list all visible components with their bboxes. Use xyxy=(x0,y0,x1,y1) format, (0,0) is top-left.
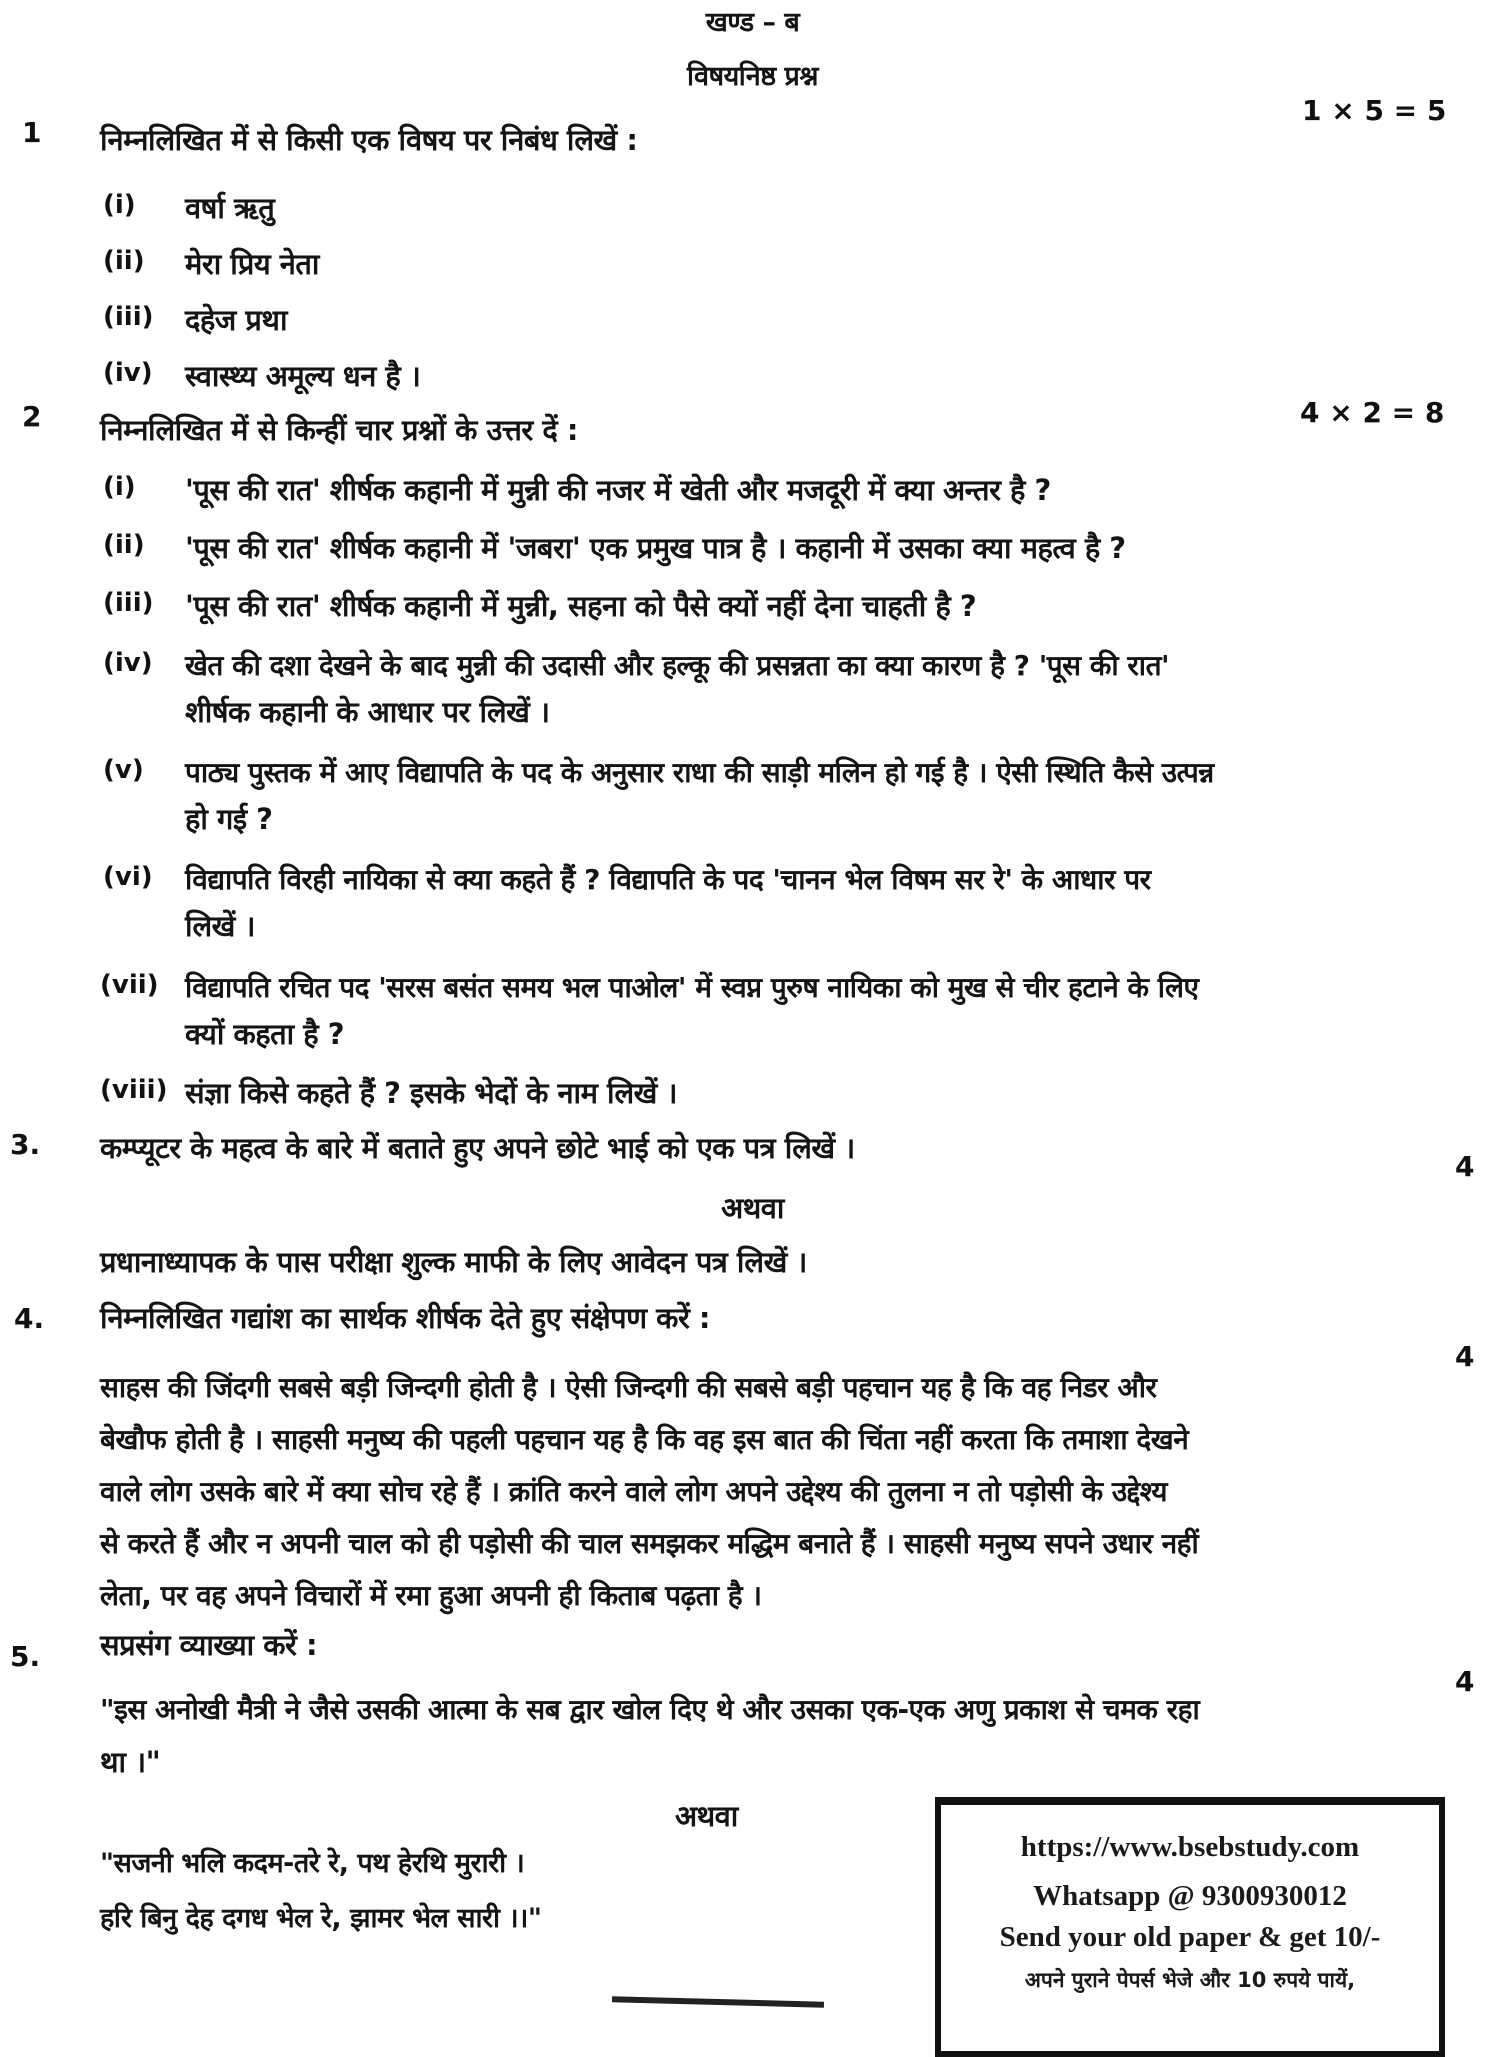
end-rule xyxy=(612,1996,824,2008)
option-text: 'पूस की रात' शीर्षक कहानी में 'जबरा' एक प्रमुख पात्र है । कहानी में उसका क्या महत्व है ? xyxy=(185,531,1126,565)
option-label: (iii) xyxy=(103,302,154,332)
marks-label: 4 xyxy=(1455,1665,1475,1698)
section-subtitle: विषयनिष्ठ प्रश्न xyxy=(686,61,818,92)
option-text: 'पूस की रात' शीर्षक कहानी में मुन्नी की नजर में खेती और मजदूरी में क्या अन्तर है ? xyxy=(185,473,1051,507)
option-text-line2: लिखें । xyxy=(185,909,255,943)
question-prompt: सप्रसंग व्याख्या करें : xyxy=(100,1628,318,1662)
option-label: (iii) xyxy=(103,588,154,618)
section-heading: खण्ड – ब xyxy=(705,7,800,38)
option-label: (iv) xyxy=(103,648,153,678)
option-label: (vi) xyxy=(103,862,153,892)
option-label: (v) xyxy=(103,755,144,785)
or-label: अथवा xyxy=(721,1191,784,1225)
verse-line: हरि बिनु देह दगध भेल रे, झामर भेल सारी ।।" xyxy=(100,1903,542,1934)
option-text-line1: पाठ्य पुस्तक में आए विद्यापति के पद के अनुसार राधा की साड़ी मलिन हो गई है । ऐसी स्थिति कैसे उत्पन्न xyxy=(185,756,1214,789)
quote-line: "इस अनोखी मैत्री ने जैसे उसकी आत्मा के सब द्वार खोल दिए थे और उसका एक-एक अणु प्रकाश से चमक रहा xyxy=(100,1693,1200,1726)
passage-line: बेखौफ होती है । साहसी मनुष्य की पहली पहचान यह है कि वह इस बात की चिंता नहीं करता कि तमाशा देखने xyxy=(100,1423,1189,1456)
passage-line: साहस की जिंदगी सबसे बड़ी जिन्दगी होती है । ऐसी जिन्दगी की सबसे बड़ी पहचान यह है कि वह निडर और xyxy=(100,1371,1157,1404)
option-text-line1: खेत की दशा देखने के बाद मुन्नी की उदासी और हल्कू की प्रसन्नता का क्या कारण है ? 'पूस की रात' xyxy=(185,649,1170,682)
passage-line: वाले लोग उसके बारे में क्या सोच रहे हैं । क्रांति करने वाले लोग अपने उद्देश्य की तुलना न तो पड़ोसी के उद्देश्य xyxy=(100,1475,1167,1508)
option-text-line2: शीर्षक कहानी के आधार पर लिखें । xyxy=(185,695,550,729)
option-label: (i) xyxy=(103,190,136,220)
option-label: (ii) xyxy=(103,246,145,276)
or-label: अथवा xyxy=(675,1799,738,1833)
marks-label: 4 × 2 = 8 xyxy=(1300,396,1445,429)
option-text: वर्षा ऋतु xyxy=(185,191,275,225)
question-number: 3. xyxy=(10,1128,41,1161)
marks-label: 4 xyxy=(1455,1150,1475,1183)
question-number: 5. xyxy=(10,1640,41,1673)
option-label: (viii) xyxy=(100,1075,168,1105)
promo-offer-english: Send your old paper & get 10/- xyxy=(999,1921,1381,1953)
question-prompt: निम्नलिखित में से किसी एक विषय पर निबंध लिखें : xyxy=(100,123,638,157)
passage-line: लेता, पर वह अपने विचारों में रमा हुआ अपनी ही किताब पढ़ता है । xyxy=(100,1579,762,1612)
option-text: दहेज प्रथा xyxy=(185,303,287,337)
option-text-line2: हो गई ? xyxy=(185,802,273,836)
question-number: 4. xyxy=(14,1302,45,1335)
option-label: (iv) xyxy=(103,358,153,388)
option-label: (i) xyxy=(103,472,136,502)
option-text-line1: विद्यापति विरही नायिका से क्या कहते हैं ? विद्यापति के पद 'चानन भेल विषम सर रे' के आधार पर xyxy=(185,863,1151,896)
question-prompt: निम्नलिखित गद्यांश का सार्थक शीर्षक देते हुए संक्षेपण करें : xyxy=(100,1301,711,1335)
option-text-line2: क्यों कहता है ? xyxy=(185,1017,345,1051)
option-label: (vii) xyxy=(100,970,159,1000)
passage-line: से करते हैं और न अपनी चाल को ही पड़ोसी की चाल समझकर मद्धिम बनाते हैं । साहसी मनुष्य सपने उधार नहीं xyxy=(100,1527,1199,1560)
option-text: मेरा प्रिय नेता xyxy=(185,247,319,281)
option-text: 'पूस की रात' शीर्षक कहानी में मुन्नी, सहना को पैसे क्यों नहीं देना चाहती है ? xyxy=(185,589,977,623)
promo-offer-hindi: अपने पुराने पेपर्स भेजे और 10 रुपये पायें, xyxy=(1024,1968,1356,1992)
alternate-prompt: प्रधानाध्यापक के पास परीक्षा शुल्क माफी के लिए आवेदन पत्र लिखें । xyxy=(100,1245,807,1279)
question-number: 1 xyxy=(22,116,42,149)
promo-whatsapp: Whatsapp @ 9300930012 xyxy=(1033,1880,1347,1912)
quote-line: था ।" xyxy=(100,1745,161,1779)
marks-label: 4 xyxy=(1455,1340,1475,1373)
marks-label: 1 × 5 = 5 xyxy=(1302,94,1447,127)
question-prompt: निम्नलिखित में से किन्हीं चार प्रश्नों के उत्तर दें : xyxy=(100,413,578,447)
verse-line: "सजनी भलि कदम-तरे रे, पथ हेरथि मुरारी । xyxy=(100,1848,525,1879)
option-text: संज्ञा किसे कहते हैं ? इसके भेदों के नाम लिखें । xyxy=(185,1076,677,1110)
option-text-line1: विद्यापति रचित पद 'सरस बसंत समय भल पाओल' में स्वप्न पुरुष नायिका को मुख से चीर हटाने के लिए xyxy=(185,971,1199,1004)
promo-box xyxy=(935,1797,1445,2057)
question-prompt: कम्प्यूटर के महत्व के बारे में बताते हुए अपने छोटे भाई को एक पत्र लिखें । xyxy=(100,1131,855,1165)
question-number: 2 xyxy=(22,400,42,433)
promo-url[interactable]: https://www.bsebstudy.com xyxy=(1020,1831,1360,1863)
option-text: स्वास्थ्य अमूल्य धन है । xyxy=(185,359,421,393)
option-label: (ii) xyxy=(103,530,145,560)
